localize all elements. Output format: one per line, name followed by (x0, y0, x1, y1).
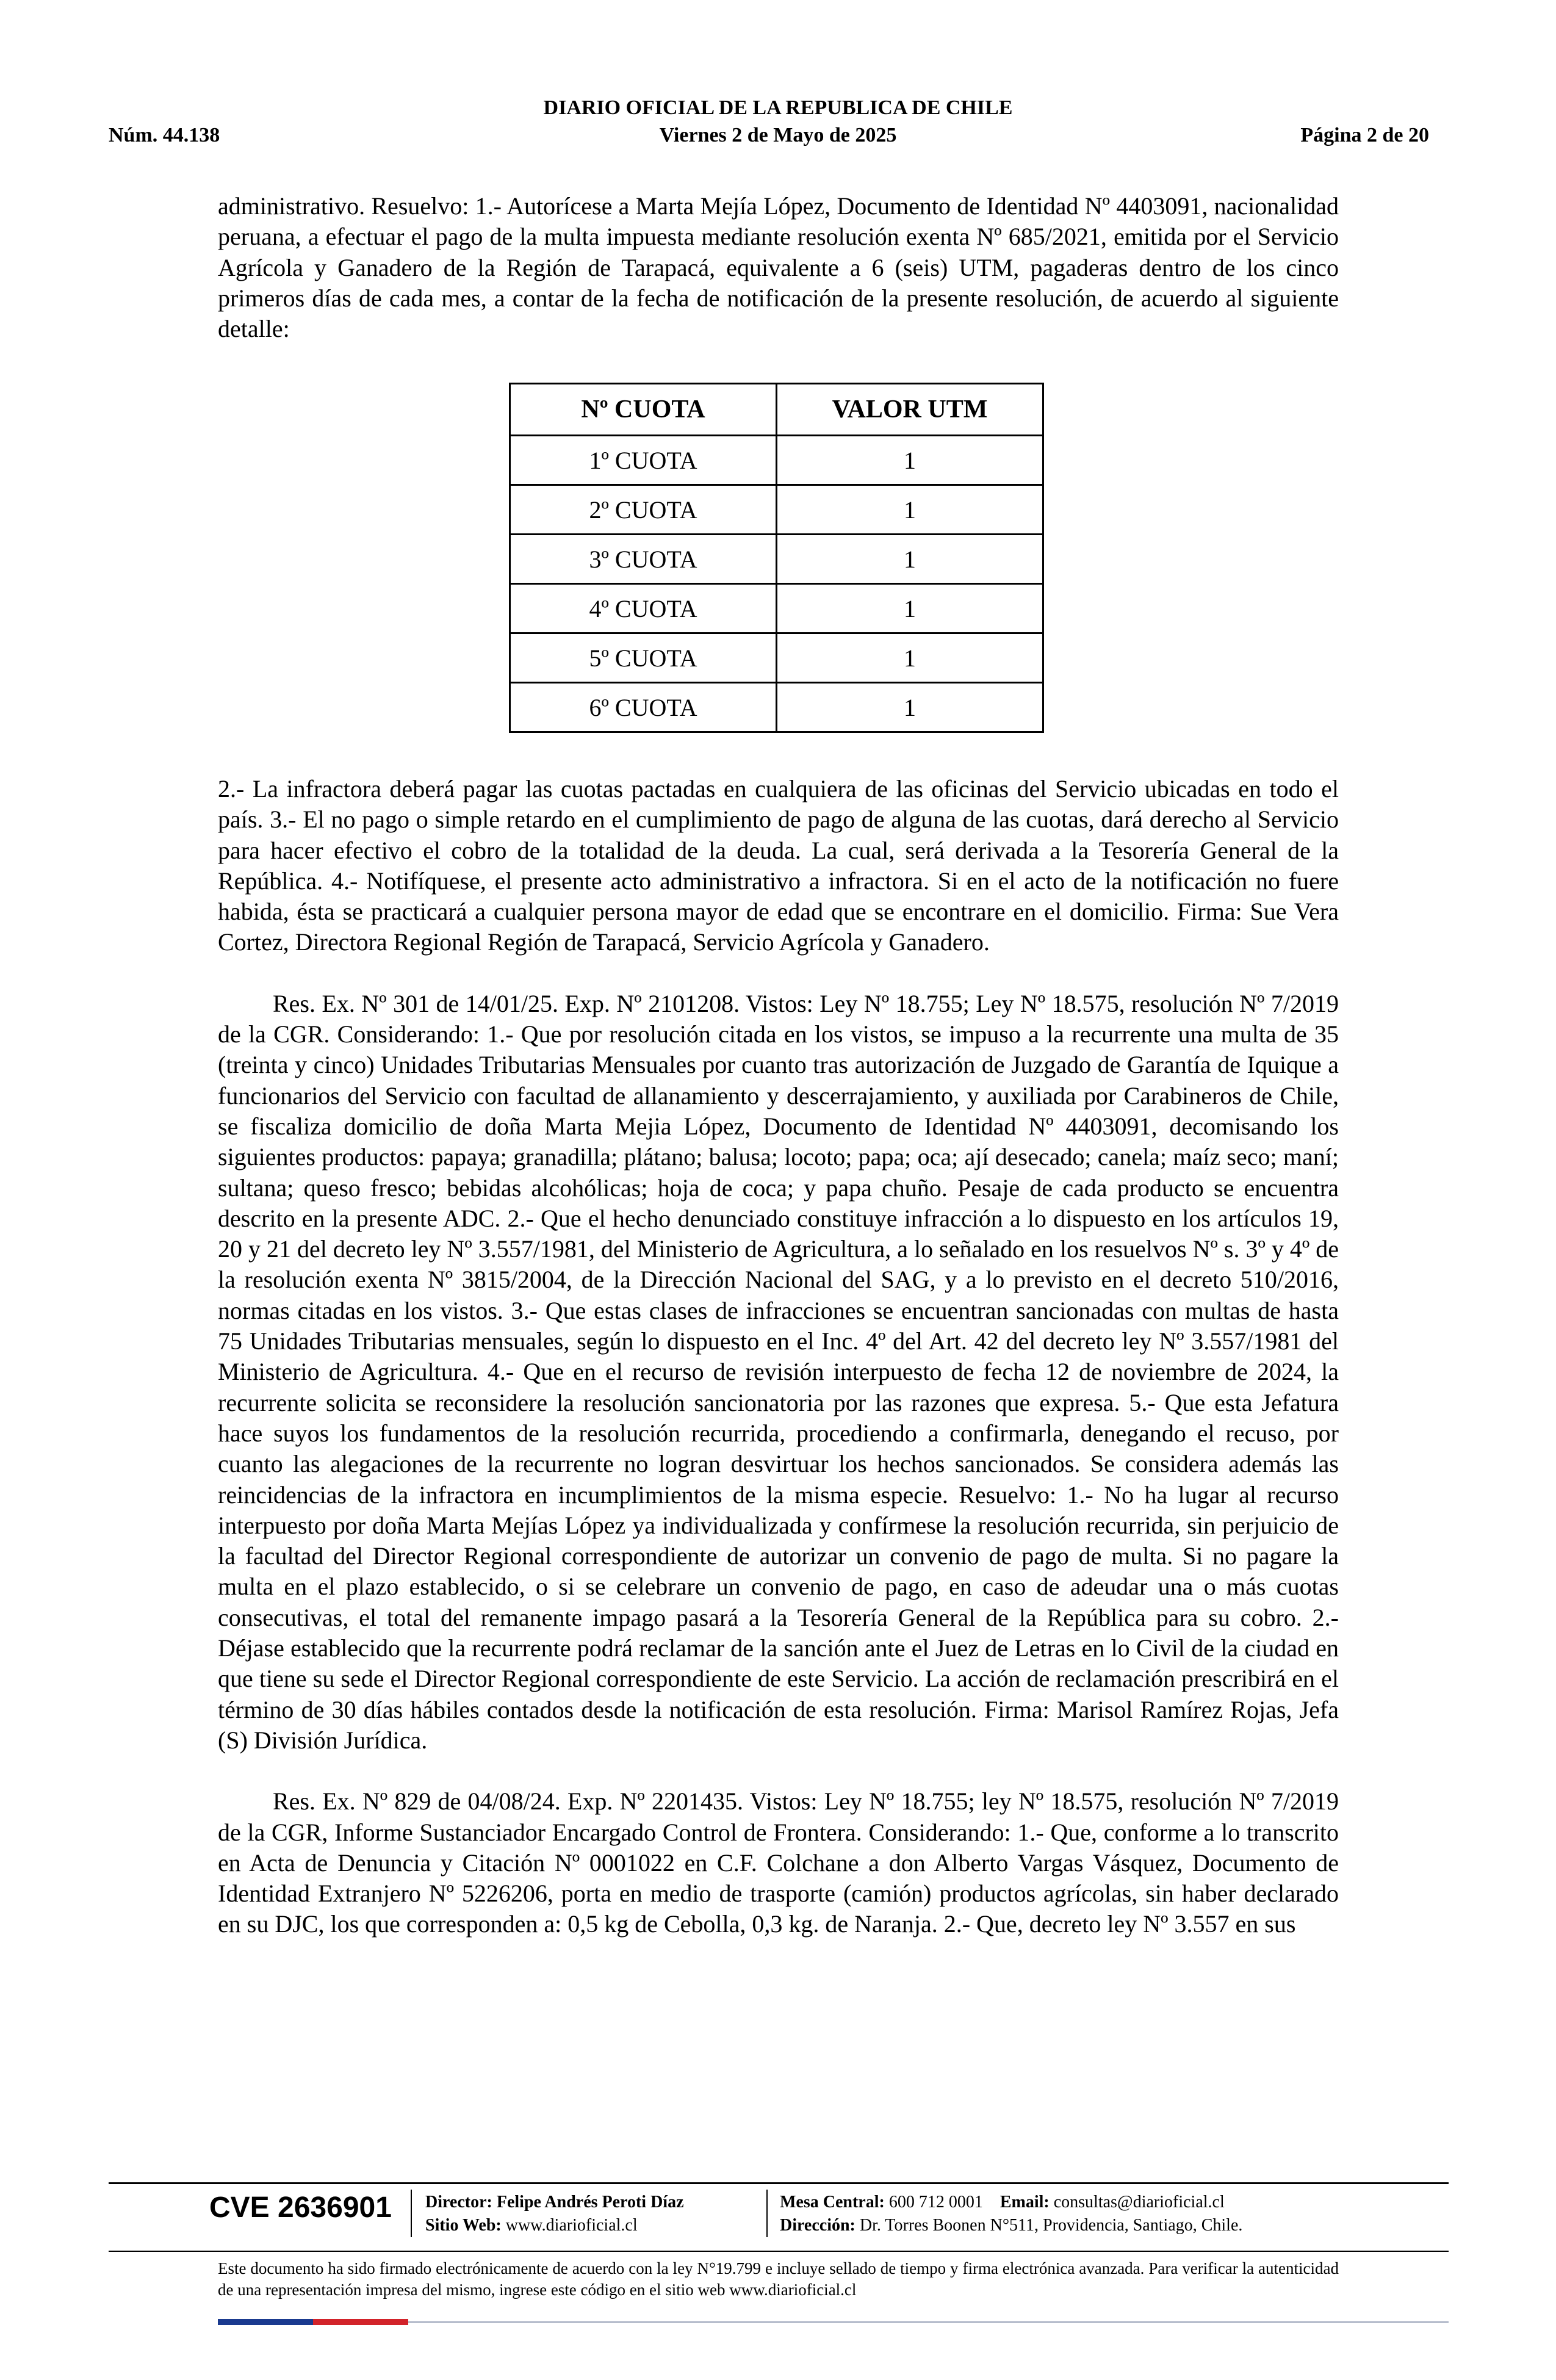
flag-stripe (218, 2319, 408, 2325)
table-row (510, 436, 1043, 485)
email-address[interactable]: consultas@diarioficial.cl (1053, 2193, 1225, 2212)
cuota-label: 6º CUOTA (510, 683, 777, 732)
site-url[interactable]: www.diarioficial.cl (505, 2216, 638, 2235)
footer-separator (766, 2190, 768, 2237)
cuota-label: 5º CUOTA (510, 633, 777, 683)
footer-bottom-rule (408, 2321, 1449, 2323)
cuota-value: 1 (777, 485, 1043, 535)
resolution-301-paragraph: Res. Ex. Nº 301 de 14/01/25. Exp. Nº 2101208. Vistos: Ley Nº 18.755; Ley Nº 18.575, resolución Nº 7/2019 de la CGR. Considerando: 1.- Que por resolución citada en los vistos, se impuso a la recurrente una multa de 35 (treinta y cinco) Unidades Tributarias Mensuales por cuanto tras autorización de Juzgado de Garantía de Iquique a funcionarios del Servicio con facultad de allanamiento y descerrajamiento, y auxiliada por Carabineros de Chile, se fiscaliza domicilio de doña Marta Mejia López, Documento de Identidad Nº 4403091, decomisando los siguientes productos: papaya; granadilla; plátano; balusa; locoto; papa; oca; ají desecado; canela; maíz seco; maní; sultana; queso fresco; bebidas alcohólicas; hoja de coca; y papa chuño. Pesaje de cada producto se encuentra descrito en la presente ADC. 2.- Que el hecho denunciado constituye infracción a lo dispuesto en los artículos 19, 20 y 21 del decreto ley Nº 3.557/1981, del Ministerio de Agricultura, a lo señalado en los resuelvos Nº s. 3º y 4º de la resolución exenta Nº 3815/2004, de la Dirección Nacional del SAG, y a lo previsto en el decreto 510/2016, normas citadas en los vistos. 3.- Que estas clases de infracciones se encuentran sancionadas con multas de hasta 75 Unidades Tributarias mensuales, según lo dispuesto en el Inc. 4º del Art. 42 del decreto ley Nº 3.557/1981 del Ministerio de Agricultura. 4.- Que en el recurso de revisión interpuesto de fecha 12 de noviembre de 2024, la recurrente solicita se reconsidere la resolución sancionatoria por las razones que expresa. 5.- Que esta Jefatura hace suyos los fundamentos de la resolución recurrida, procediendo a confirmarla, denegando el recuso, por cuanto las alegaciones de la recurrente no logran desvirtuar los hechos sancionados. Se considera además las reincidencias de la infractora en incumplimientos de la misma especie. Resuelvo: 1.- No ha lugar al recurso interpuesto por doña Marta Mejías López ya individualizada y confírmese la resolución recurrida, sin perjuicio de la facultad del Director Regional correspondiente de autorizar un convenio de pago de multa. Si no pagare la multa en el plazo establecido, o si se celebrare un convenio de pago, en caso de adeudar una o más cuotas consecutivas, el total del remanente impago pasará a la Tesorería General de la República para su cobro. 2.- Déjase establecido que la recurrente podrá reclamar de la sanción ante el Juez de Letras en lo Civil de la ciudad en que tiene su sede el Director Regional correspondiente de este Servicio. La acción de reclamación prescribirá en el término de 30 días hábiles contados desde la notificación de esta resolución. Firma: Marisol Ramírez Rojas, Jefa (S) División Jurídica. (218, 989, 1339, 1754)
mesa-phone: 600 712 0001 (888, 2193, 983, 2212)
table-row (510, 485, 1043, 535)
column-header-valor: VALOR UTM (777, 384, 1043, 436)
table-header-row (510, 384, 1043, 436)
cuota-label: 3º CUOTA (510, 535, 777, 584)
mesa-label: Mesa Central: (780, 2193, 885, 2212)
footer-contact-block (780, 2191, 1242, 2237)
resolution-829-paragraph: Res. Ex. Nº 829 de 04/08/24. Exp. Nº 2201435. Vistos: Ley Nº 18.755; ley Nº 18.575, resolución Nº 7/2019 de la CGR, Informe Sustanciador Encargado Control de Frontera. Considerando: 1.- Que, conforme a lo transcrito en Acta de Denuncia y Citación Nº 0001022 en C.F. Colchane a don Alberto Vargas Vásquez, Documento de Identidad Extranjero Nº 5226206, porta en medio de trasporte (camión) productos agrícolas, sin haber declarado en su DJC, los que corresponden a: 0,5 kg de Cebolla, 0,3 kg. de Naranja. 2.- Que, decreto ley Nº 3.557 en sus (218, 1787, 1339, 1938)
cuota-label: 4º CUOTA (510, 584, 777, 633)
intro-paragraph (218, 191, 1339, 344)
address-text: Dr. Torres Boonen N°511, Providencia, Santiago, Chile. (859, 2216, 1243, 2235)
cve-code: CVE 2636901 (209, 2191, 392, 2224)
intro-text: administrativo. Resuelvo: 1.- Autorícese a Marta Mejía López, Documento de Identidad Nº 4403091, nacionalidad peruana, a efectuar el pago de la multa impuesta mediante resolución exenta Nº 685/2021, emitida por el Servicio Agrícola y Ganadero de la Región de Tarapacá, equivalente a 6 (seis) UTM, pagaderas dentro de los cinco primeros días de cada mes, a contar de la fecha de notificación de la presente resolución, de acuerdo al siguiente detalle: (218, 192, 1339, 343)
director-label: Director: (425, 2193, 492, 2212)
table-row (510, 584, 1043, 633)
page-indicator: Página 2 de 20 (1300, 124, 1429, 146)
column-header-cuota: Nº CUOTA (510, 384, 777, 436)
issue-date: Viernes 2 de Mayo de 2025 (659, 124, 897, 146)
cuota-value: 1 (777, 633, 1043, 683)
legal-notice: Este documento ha sido firmado electrónicamente de acuerdo con la ley N°19.799 e incluye sellado de tiempo y firma electrónica avanzada. Para verificar la autenticidad de una representación impresa del mismo, ingrese este código en el sitio web www.diarioficial.cl (218, 2259, 1339, 2299)
table-row (510, 683, 1043, 732)
cuota-value: 1 (777, 683, 1043, 732)
flag-blue-stripe (218, 2319, 313, 2325)
cuotas-table (509, 383, 1044, 733)
cuota-value: 1 (777, 535, 1043, 584)
cuota-label: 2º CUOTA (510, 485, 777, 535)
cuota-value: 1 (777, 584, 1043, 633)
installments-table (509, 383, 1044, 733)
table-row (510, 633, 1043, 683)
newspaper-title: DIARIO OFICIAL DE LA REPUBLICA DE CHILE (543, 96, 1013, 119)
issue-number: Núm. 44.138 (109, 124, 220, 146)
table-row (510, 535, 1043, 584)
address-label: Dirección: (780, 2216, 855, 2235)
footer-separator (411, 2190, 412, 2237)
email-label: Email: (1000, 2193, 1050, 2212)
main-text (218, 774, 1339, 1940)
cuota-value: 1 (777, 436, 1043, 485)
site-label: Sitio Web: (425, 2216, 502, 2235)
footer-mid-rule (109, 2251, 1449, 2252)
director-name: Felipe Andrés Peroti Díaz (496, 2193, 684, 2212)
footer-director-block (425, 2191, 684, 2237)
flag-red-stripe (313, 2319, 408, 2325)
cuota-label: 1º CUOTA (510, 436, 777, 485)
footer-top-rule (109, 2182, 1449, 2184)
after-table-paragraph: 2.- La infractora deberá pagar las cuotas pactadas en cualquiera de las oficinas del Servicio ubicadas en todo el país. 3.- El no pago o simple retardo en el cumplimiento de pago de alguna de las cuotas, dará derecho al Servicio para hacer efectivo el cobro de la totalidad de la deuda. La cual, será derivada a la Tesorería General de la República. 4.- Notifíquese, el presente acto administrativo a infractora. Si en el acto de la notificación no fuere habida, ésta se practicará a cualquier persona mayor de edad que se encontrare en el domicilio. Firma: Sue Vera Cortez, Directora Regional Región de Tarapacá, Servicio Agrícola y Ganadero. (218, 775, 1339, 956)
